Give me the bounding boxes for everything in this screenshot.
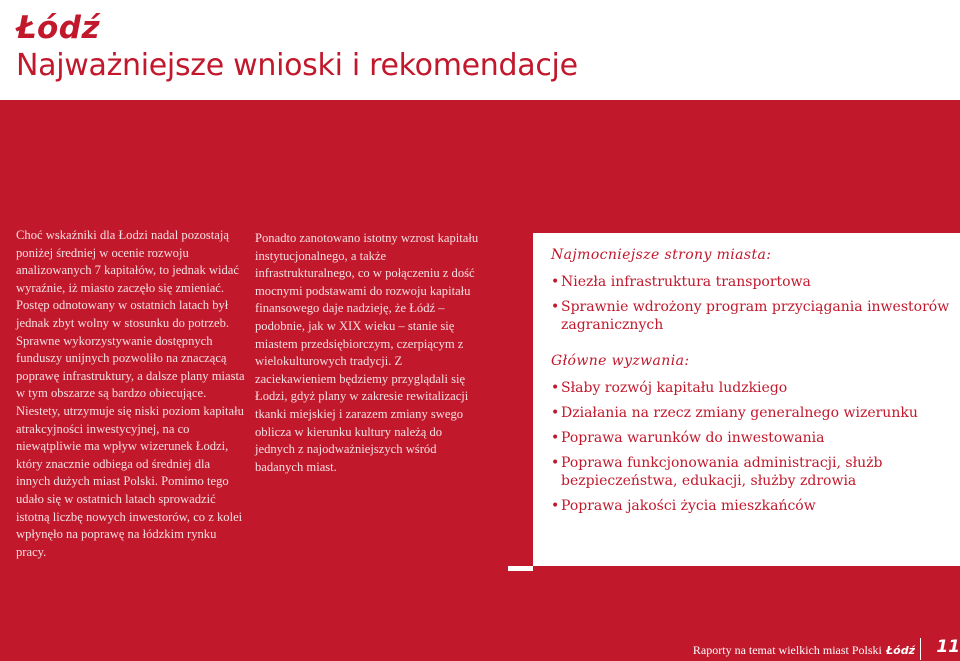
body-column-middle: Ponadto zanotowano istotny wzrost kapitału instytucjonalnego, a także infrastrukturalnego, co w połączeniu z dość mocnymi podstawami do rozwoju kapitału finansowego daje nadzieję, że Łódź – podobnie, jak w XIX wieku – stanie się miastem przedsiębiorczym, czerpiącym z wielokulturowych tradycji. Z zaciekawieniem będziemy przyglądali się Łodzi, gdyż plany w zakresie rewitalizacji tkanki miejskiej i zarazem zmiany swego oblicza w kierunku kultury należą do jednych z najodważniejszych wśród badanych miast. xyxy=(255,231,479,474)
header-panel xyxy=(0,0,960,100)
bullet-icon: • xyxy=(551,455,560,471)
list-item: • Działania na rzecz zmiany generalnego wizerunku xyxy=(551,405,918,421)
challenges-list xyxy=(551,379,956,522)
page-title: Najważniejsze wnioski i rekomendacje xyxy=(16,48,578,83)
footer-city: Łódź xyxy=(885,644,915,657)
bullet-icon: • xyxy=(551,405,560,421)
footer-label: Raporty na temat wielkich miast Polski xyxy=(692,643,882,657)
list-item: • Niezła infrastruktura transportowa xyxy=(551,274,811,290)
box-ledge-decoration xyxy=(508,566,533,571)
bullet-icon: • xyxy=(551,380,560,396)
bullet-icon: • xyxy=(551,299,560,315)
bullet-icon: • xyxy=(551,498,560,514)
list-item: • Sprawnie wdrożony program przyciągania inwestorów zagranicznych xyxy=(551,299,950,333)
summary-box xyxy=(533,233,960,566)
page-number: 11 xyxy=(936,637,960,657)
city-title: Łódź xyxy=(16,10,100,46)
strengths-list xyxy=(551,273,956,341)
footer xyxy=(693,643,915,658)
strengths-title: Najmocniejsze strony miasta: xyxy=(551,247,772,263)
list-item: • Słaby rozwój kapitału ludzkiego xyxy=(551,380,788,396)
list-item: • Poprawa funkcjonowania administracji, służb bezpieczeństwa, edukacji, służby zdrowia xyxy=(551,455,883,489)
body-column-left: Choć wskaźniki dla Łodzi nadal pozostają poniżej średniej w ocenie rozwoju analizowanych 7 kapitałów, to jednak widać wyraźnie, iż miasto zaczęło się zmieniać. Postęp odnotowany w ostatnich latach był jednak zbyt wolny w stosunku do potrzeb. Sprawne wykorzystywanie dostępnych funduszy unijnych pozwoliło na znaczącą poprawę infrastruktury, a dalsze plany miasta w tym obszarze są bardzo obiecujące. Niestety, utrzymuje się niski poziom kapitału atrakcyjności inwestycyjnej, na co niewątpliwie ma wpływ wizerunek Łodzi, który znacznie odbiega od średniej dla innych dużych miast Polski. Pomimo tego udało się w ostatnich latach sprowadzić istotną liczbę nowych inwestorów, co z kolei wpłynęło na poprawę na łódzkim rynku pracy. xyxy=(16,228,245,559)
bullet-icon: • xyxy=(551,430,560,446)
challenges-title: Główne wyzwania: xyxy=(551,353,690,369)
list-item: • Poprawa warunków do inwestowania xyxy=(551,430,825,446)
list-item: • Poprawa jakości życia mieszkańców xyxy=(551,498,816,514)
bullet-icon: • xyxy=(551,274,560,290)
footer-divider xyxy=(920,638,921,660)
